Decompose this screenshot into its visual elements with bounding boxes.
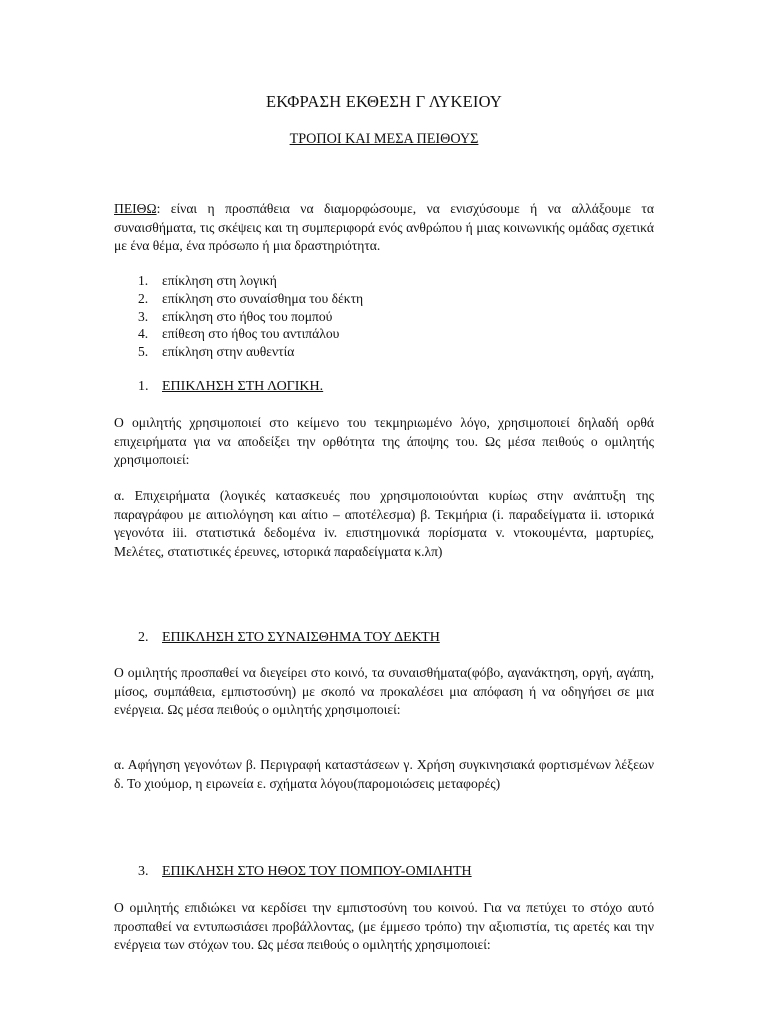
section-2-paragraph-2: α. Αφήγηση γεγονότων β. Περιγραφή καταστάσεων γ. Χρήση συγκινησιακά φορτισμένων λέξεων δ. Το χιούμορ, η ειρωνεία ε. σχήματα λόγου(παρομοιώσεις μεταφορές) (114, 757, 654, 791)
list-item: 5. επίκληση στην αυθεντία (138, 344, 295, 360)
section-1-heading: 1. ΕΠΙΚΛΗΣΗ ΣΤΗ ΛΟΓΙΚΗ. (138, 379, 324, 394)
section-2-heading: 2. ΕΠΙΚΛΗΣΗ ΣΤΟ ΣΥΝΑΙΣΘΗΜΑ ΤΟΥ ΔΕΚΤΗ (138, 630, 440, 645)
document-title: ΕΚΦΡΑΣΗ ΕΚΘΕΣΗ Γ ΛΥΚΕΙΟΥ (265, 92, 503, 111)
document-subtitle: ΤΡΟΠΟΙ ΚΑΙ ΜΕΣΑ ΠΕΙΘΟΥΣ (289, 131, 479, 147)
list-item: 1. επίκληση στη λογική (138, 273, 277, 288)
section-1-paragraph-2: α. Επιχειρήματα (λογικές κατασκευές που χρησιμοποιούνται κυρίως στην ανάπτυξη της παραγράφου με αιτιολόγηση και αίτιο – αποτέλεσμα) β. Τεκμήρια (i. παραδείγματα ii. ιστορικά γεγονότα iii. στατιστικά δεδομένα iv. επιστημονικά πορίσματα v. ντοκουμέντα, μαρτυρίες, Μελέτες, στατιστικές έρευνες, ιστορικά παραδείγματα κ.λπ) (114, 488, 654, 559)
section-1-paragraph-1: Ο ομιλητής χρησιμοποιεί στο κείμενο του τεκμηριωμένο λόγο, χρησιμοποιεί δηλαδή ορθά επιχειρήματα για να αποδείξει την ορθότητα της άποψης του. Ως μέσα πειθούς ο ομιλητής χρησιμοποιεί: (114, 415, 654, 468)
intro-text: : είναι η προσπάθεια να διαμορφώσουμε, να ενισχύσουμε ή να αλλάξουμε τα συναισθήματα, τις σκέψεις και τη συμπεριφορά ενός ανθρώπου ή μιας κοινωνικής ομάδας σχετικά με ένα θέμα, ένα πρόσωπο ή μια δραστηριότητα. (114, 201, 654, 254)
list-item: 4. επίθεση στο ήθος του αντιπάλου (138, 326, 340, 342)
list-item: 2. επίκληση στο συναίσθημα του δέκτη (138, 290, 364, 306)
intro-paragraph (114, 200, 654, 256)
persuasion-methods-list (138, 272, 363, 361)
section-3-paragraph-1: Ο ομιλητής επιδιώκει να κερδίσει την εμπιστοσύνη του κοινού. Για να πετύχει το στόχο αυτό προσπαθεί να εντυπωσιάσει προβάλλοντας, (με έμμεσο τρόπο) την αξιοπιστία, τις αρετές και την ενέργεια των στόχων του. Ως μέσα πειθούς ο ομιλητής χρησιμοποιεί: (114, 900, 654, 953)
section-3-heading: 3. ΕΠΙΚΛΗΣΗ ΣΤΟ ΗΘΟΣ ΤΟΥ ΠΟΜΠΟΥ-ΟΜΙΛΗΤΗ (138, 864, 472, 879)
intro-term: ΠΕΙΘΩ (114, 201, 157, 216)
section-2-paragraph-1: Ο ομιλητής προσπαθεί να διεγείρει στο κοινό, τα συναισθήματα(φόβο, αγανάκτηση, οργή, αγάπη, μίσος, συμπάθεια, εμπιστοσύνη) με σκοπό να προκαλέσει μια απόφαση ή να οδηγήσει σε μια ενέργεια. Ως μέσα πειθούς ο ομιλητής χρησιμοποιεί: (114, 665, 654, 718)
list-item: 3. επίκληση στο ήθος του πομπού (138, 308, 333, 324)
